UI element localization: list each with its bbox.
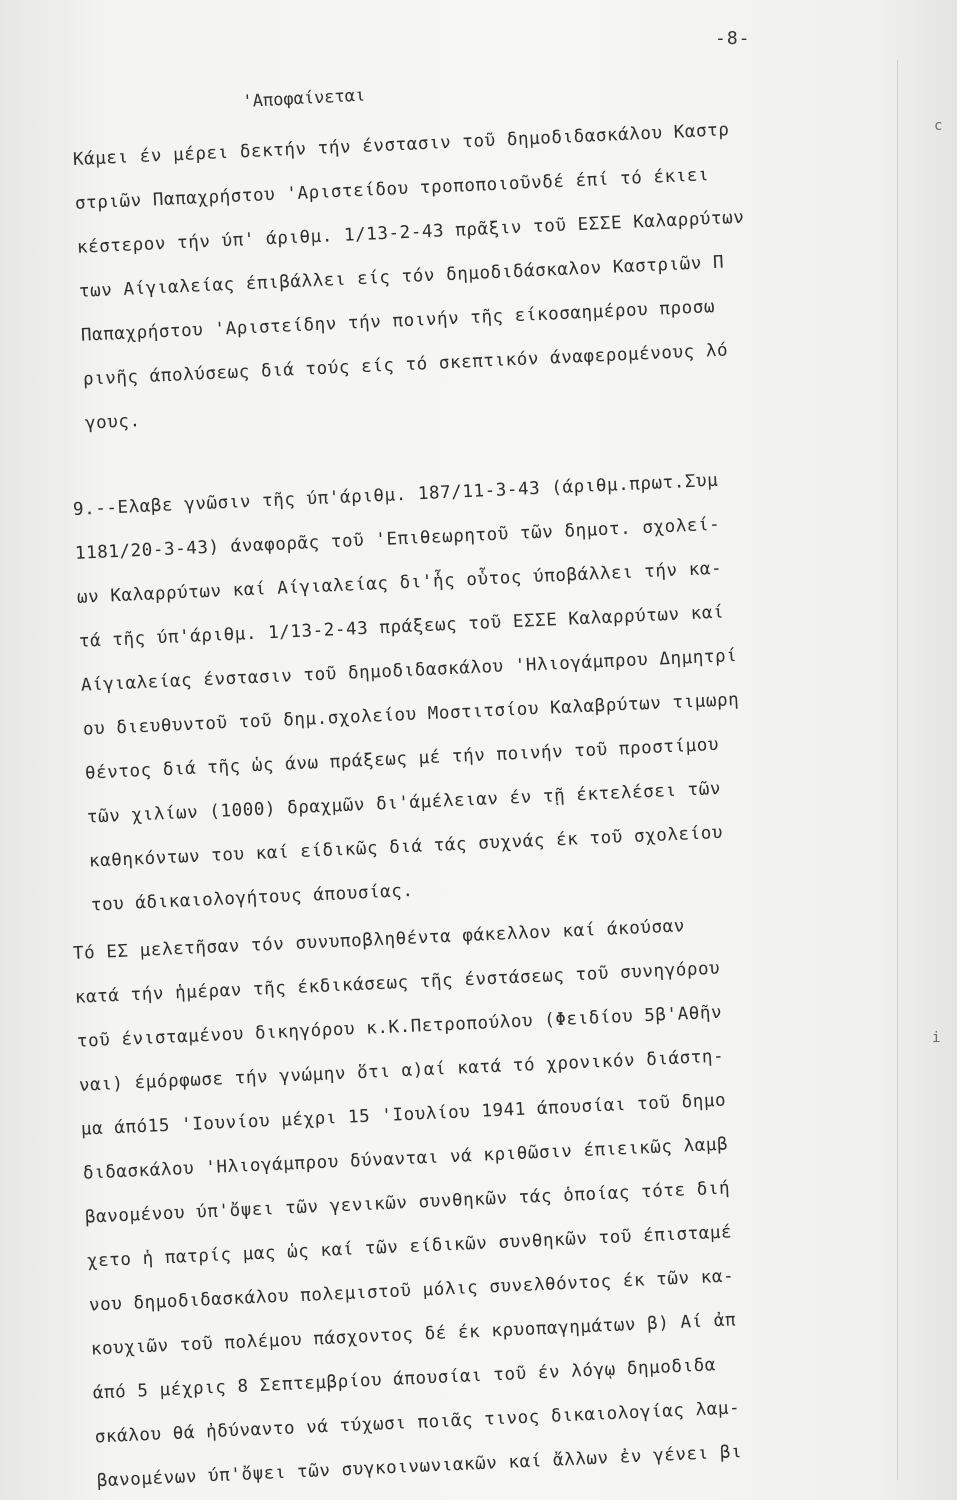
paragraph-ruling bbox=[72, 100, 915, 445]
text-line: τοῦ ένισταμένου δικηγόρου κ.Κ.Πετροπούλου (Φειδίου 5β'Αθῆν bbox=[76, 1002, 723, 1052]
text-line: άπό 5 μέχρις 8 Σεπτεμβρίου άπουσίαι τοῦ έν λόγῳ δημοδιδα bbox=[92, 1355, 717, 1404]
text-line: 9.--Ελαβε γνῶσιν τῆς ύπ'άριθμ. 187/11-3-43 (άριθμ.πρωτ.Συμ bbox=[72, 470, 719, 520]
margin-mark: i bbox=[932, 1030, 941, 1046]
page-number: -8- bbox=[715, 28, 751, 49]
text-line: κατά τήν ἡμέραν τῆς έκδικάσεως τῆς ένστάσεως τοῦ συνηγόρου bbox=[74, 958, 721, 1008]
text-line: Αίγιαλείας ένστασιν τοῦ δημοδιδασκάλου 'Ηλιογάμπρου Δημητρί bbox=[80, 646, 738, 696]
text-line: 1181/20-3-43) άναφορᾶς τοῦ 'Επιθεωρητοῦ τῶν δημοτ. σχολεί- bbox=[74, 514, 721, 564]
text-line: ου διευθυντοῦ τοῦ δημ.σχολείου Μοστιτσίου Καλαβρύτων τιμωρη bbox=[82, 689, 740, 740]
text-line: καθηκόντων του καί είδικῶς διά τάς συχνάς έκ τοῦ σχολείου bbox=[88, 822, 724, 872]
text-line: θέντος διά τῆς ὡς άνω πράξεως μέ τήν ποινήν τοῦ προστίμου bbox=[84, 734, 720, 784]
decision-heading: 'Αποφαίνεται bbox=[242, 85, 366, 112]
text-line: βανομένων ύπ'ὄψει τῶν συγκοινωνιακῶν καί ἄλλων ἐν γένει βι bbox=[96, 1442, 743, 1492]
text-line: του άδικαιολογήτους άπουσίας. bbox=[90, 880, 415, 916]
text-line: Παπαχρήστου 'Αριστείδην τήν ποινήν τῆς είκοσαημέρου προσω bbox=[80, 297, 716, 346]
margin-mark: c bbox=[934, 118, 943, 134]
text-line: Τό ΕΣ μελετῆσαν τόν συνυποβληθέντα φάκελλον καί άκούσαν bbox=[72, 916, 686, 964]
text-line: νου δημοδιδασκάλου πολεμιστοῦ μόλις συνελθόντος έκ τῶν κα- bbox=[88, 1266, 735, 1316]
paragraph-item-9 bbox=[72, 450, 921, 927]
text-line: σκάλου θά ἠδύναντο νά τύχωσι ποιᾶς τινος δικαιολογίας λαμ- bbox=[94, 1398, 741, 1448]
text-line: μα άπό15 'Ιουνίου μέχρι 15 'Ιουλίου 1941 άπουσίαι τοῦ δημο bbox=[80, 1090, 727, 1140]
text-line: στριῶν Παπαχρήστου 'Αριστείδου τροποποιοῦνδέ έπί τό έκιει bbox=[74, 165, 710, 214]
text-line: τῶν χιλίων (1000) δραχμῶν δι'άμέλειαν έν τῇ έκτελέσει τῶν bbox=[86, 778, 722, 828]
text-line: χετο ἡ πατρίς μας ὡς καί τῶν είδικῶν συνθηκῶν τοῦ έπισταμέ bbox=[86, 1222, 733, 1272]
text-line: ων Καλαρρύτων καί Αίγιαλείας δι'ἧς οὗτος ύποβάλλει τήν κα- bbox=[76, 558, 723, 608]
text-line: ναι) έμόρφωσε τήν γνώμην ὅτι α)αί κατά τό χρονικόν διάστη- bbox=[78, 1046, 725, 1096]
text-line: ρινῆς άπολύσεως διά τούς είς τό σκεπτικόν άναφερομένους λό bbox=[82, 340, 729, 390]
text-line: γους. bbox=[84, 411, 142, 434]
text-line: βανομένου ύπ'ὄψει τῶν γενικῶν συνθηκῶν τάς ὁποίας τότε διή bbox=[84, 1178, 731, 1228]
text-line: Κάμει έν μέρει δεκτήν τήν ένστασιν τοῦ δημοδιδασκάλου Καστρ bbox=[72, 120, 730, 170]
text-line: κέστερον τήν ύπ' άριθμ. 1/13-2-43 πρᾶξιν τοῦ ΕΣΣΕ Καλαρρύτων bbox=[76, 207, 745, 258]
text-line: κουχιῶν τοῦ πολέμου πάσχοντος δέ έκ κρυοπαγημάτων β) Αί ἀπ bbox=[90, 1310, 737, 1360]
paragraph-deliberation bbox=[72, 894, 927, 1500]
text-line: των Αίγιαλείας έπιβάλλει είς τόν δημοδιδάσκαλον Καστριῶν Π bbox=[78, 252, 725, 302]
text-line: τά τῆς ύπ'άριθμ. 1/13-2-43 πράξεως τοῦ ΕΣΣΕ Καλαρρύτων καί bbox=[78, 602, 725, 652]
text-line: διδασκάλου 'Ηλιογάμπρου δύνανται νά κριθῶσιν έπιεικῶς λαμβ bbox=[82, 1134, 729, 1184]
